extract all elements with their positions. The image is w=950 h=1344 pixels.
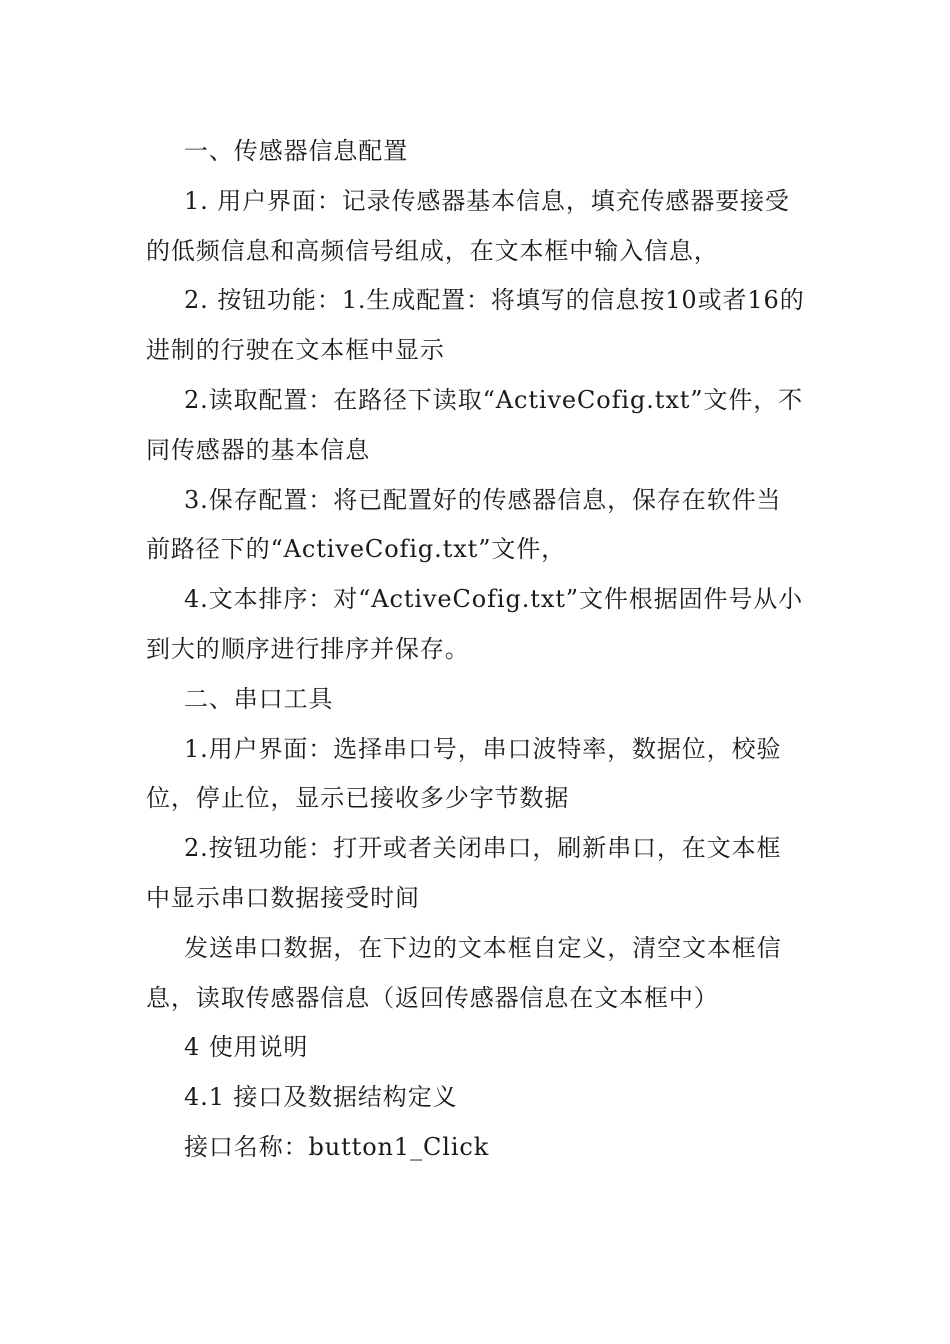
paragraph-user-interface: 1. 用户界面：记录传感器基本信息，填充传感器要接受的低频信息和高频信号组成，在文本框中输入信息， <box>146 186 790 265</box>
paragraph-serial-user-interface: 1.用户界面：选择串口号，串口波特率，数据位，校验位，停止位，显示已接收多少字节数据 <box>146 734 782 813</box>
paragraph-save-config: 3.保存配置：将已配置好的传感器信息，保存在软件当前路径下的“ActiveCofig.txt”文件， <box>146 485 782 564</box>
section-heading-usage: 4 使用说明 <box>184 1033 309 1062</box>
paragraph-serial-button-function: 2.按钮功能：打开或者关闭串口，刷新串口，在文本框中显示串口数据接受时间 <box>146 834 782 912</box>
paragraph-send-serial-data: 发送串口数据，在下边的文本框自定义，清空文本框信息，读取传感器信息（返回传感器信息在文本框中） <box>146 933 782 1012</box>
section-heading-serial-tool: 二、串口工具 <box>184 684 334 713</box>
document-body <box>146 127 806 1173</box>
paragraph-read-config: 2.读取配置：在路径下读取“ActiveCofig.txt”文件，不同传感器的基本信息 <box>146 385 804 464</box>
subsection-heading-interface-definition: 4.1 接口及数据结构定义 <box>184 1083 458 1112</box>
paragraph-button-function: 2. 按钮功能：1.生成配置：将填写的信息按10或者16的进制的行驶在文本框中显示 <box>146 286 805 365</box>
section-heading-sensor-config: 一、传感器信息配置 <box>184 137 409 165</box>
paragraph-text-sort: 4.文本排序：对“ActiveCofig.txt”文件根据固件号从小到大的顺序进行排序并保存。 <box>146 585 804 663</box>
paragraph-interface-name: 接口名称：button1_Click <box>184 1132 490 1161</box>
